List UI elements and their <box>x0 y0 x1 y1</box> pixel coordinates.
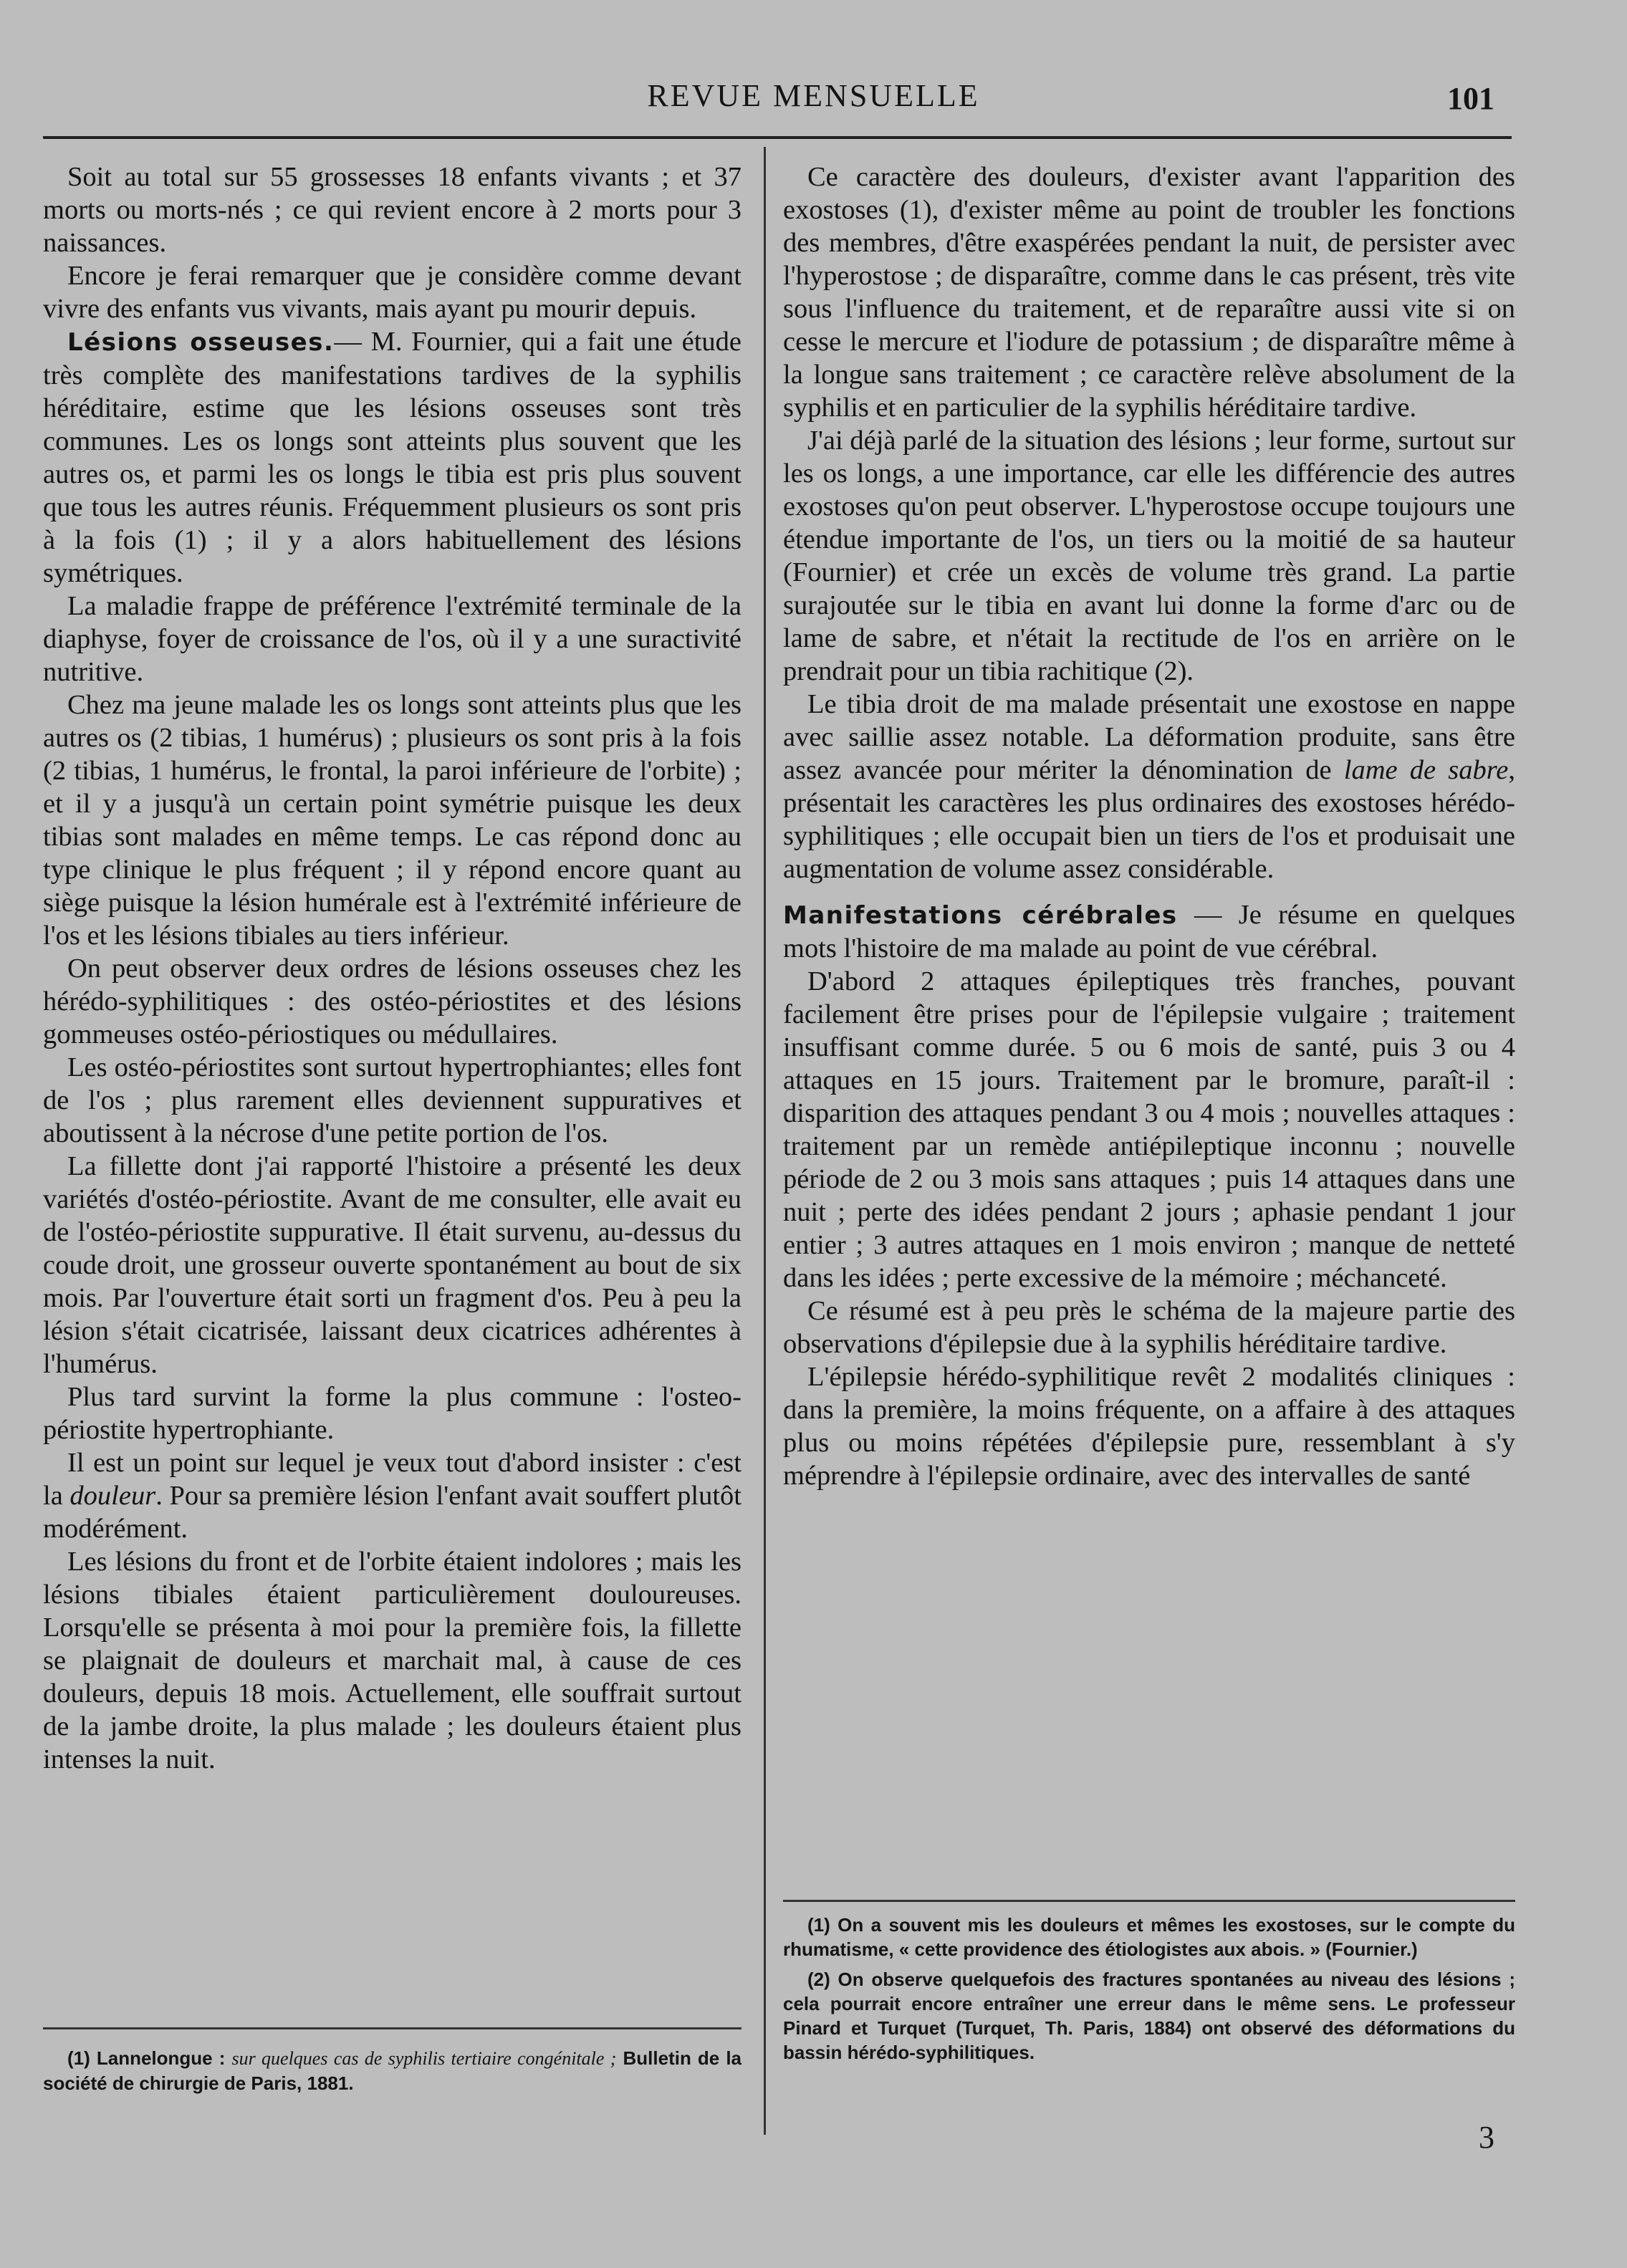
footnote-text: (1) Lannelongue : <box>67 2047 232 2069</box>
paragraph: Encore je ferai remarquer que je considère comme devant vivre des enfants vus vivants, mais ayant pu mourir depuis. <box>43 261 741 324</box>
section-paragraph-cerebral <box>783 898 1515 965</box>
footnote-text: Bulletin de la société de chirurgie de Paris, 1881. <box>43 2047 742 2094</box>
emphasis-douleur: douleur <box>69 1481 156 1511</box>
paragraph: Les ostéo-périostites sont surtout hypertrophiantes; elles font de l'os ; plus rarement elles deviennent suppuratives et aboutissent à la nécrose d'une petite portion de l'os. <box>43 1052 741 1148</box>
section-text: — M. Fournier, qui a fait une étude très complète des manifestations tardives de la syphilis héréditaire, estime que les lésions osseuses sont très communes. Les os longs sont atteints plus souvent que les autres os, et parmi les os longs le tibia est pris plus souvent que tous les autres réunis. Fréquemment plusieurs os sont pris à la fois (1) ; il y a alors habituellement des lésions symétriques. <box>43 327 742 588</box>
paragraph: On peut observer deux ordres de lésions osseuses chez les hérédo-syphilitiques : des ostéo-périostites et des lésions gommeuses ostéo-périostiques ou médullaires. <box>43 953 741 1049</box>
paragraph: Ce résumé est à peu près le schéma de la majeure partie des observations d'épilepsie due à la syphilis héréditaire tardive. <box>783 1296 1515 1359</box>
header-rule <box>43 136 1512 139</box>
running-header-title: REVUE MENSUELLE <box>647 78 980 113</box>
paragraph-douleur <box>43 1446 741 1545</box>
footnotes-right <box>783 1913 1515 2070</box>
section-paragraph-bone-lesions <box>43 325 741 590</box>
footnote-right-2: (2) On observe quelquefois des fractures spontanées au niveau des lésions ; cela pourrait encore entraîner une erreur dans le même sens. Le professeur Pinard et Turquet (Turquet, Th. Paris, 1884) ont observé des déformations du bassin hérédo-syphilitiques. <box>783 1969 1515 2063</box>
left-column <box>43 160 741 1776</box>
signature-mark: 3 <box>1479 2120 1494 2155</box>
section-heading-cerebral: Manifestations cérébrales <box>783 901 1178 930</box>
footnote-italic: sur quelques cas de syphilis tertiaire congénitale ; <box>231 2048 617 2069</box>
text-run: . Pour sa première lésion l'enfant avait souffert plutôt modérément. <box>43 1481 741 1544</box>
paragraph: L'épilepsie hérédo-syphilitique revêt 2 modalités cliniques : dans la première, la moins fréquente, on a affaire à des attaques plus ou moins répétées d'épilepsie pure, ressemblant à s'y méprendre à l'épilepsie ordinaire, avec des intervalles de santé <box>783 1362 1515 1491</box>
column-divider <box>764 147 766 2135</box>
footnote-rule-right <box>783 1900 1515 1902</box>
paragraph: La maladie frappe de préférence l'extrémité terminale de la diaphyse, foyer de croissance de l'os, où il y a une suractivité nutritive. <box>43 591 741 687</box>
section-heading-bone-lesions: Lésions osseuses. <box>67 328 335 357</box>
paragraph: J'ai déjà parlé de la situation des lésions ; leur forme, surtout sur les os longs, a une importance, car elle les différencie des autres exostoses qu'on peut observer. L'hyperostose occupe toujours une étendue importante de l'os, un tiers ou la moitié de sa hauteur (Fournier) et crée un excès de volume très grand. La partie surajoutée sur le tibia en avant lui donne la forme d'arc ou de lame de sabre, et n'était la rectitude de l'os en arrière on le prendrait pour un tibia rachitique (2). <box>783 426 1515 686</box>
paragraph: La fillette dont j'ai rapporté l'histoire a présenté les deux variétés d'ostéo-périostite. Avant de me consulter, elle avait eu de l'ostéo-périostite suppurative. Il était survenu, au-dessus du coude droit, une grosseur ouverte spontanément au bout de six mois. Par l'ouverture était sorti un fragment d'os. Peu à peu la lésion s'était cicatrisée, laissant deux cicatrices adhérentes à l'humérus. <box>43 1151 741 1379</box>
section-text: — Je résume en quelques mots l'histoire de ma malade au point de vue cérébral. <box>783 900 1515 964</box>
footnotes-left <box>43 2046 741 2101</box>
footnote-rule-left <box>43 2027 741 2029</box>
paragraph: Les lésions du front et de l'orbite étaient indolores ; mais les lésions tibiales étaient particulièrement douloureuses. Lorsqu'elle se présenta à moi pour la première fois, la fillette se plaignait de douleurs et marchait mal, à cause de ces douleurs, depuis 18 mois. Actuellement, elle souffrait surtout de la jambe droite, la plus malade ; les douleurs étaient plus intenses la nuit. <box>43 1547 741 1774</box>
text-run: Il est un point sur lequel je veux tout d'abord insister : c'est la <box>43 1448 741 1511</box>
paragraph: D'abord 2 attaques épileptiques très franches, pouvant facilement être prises pour de l'épilepsie vulgaire ; traitement insuffisant comme durée. 5 ou 6 mois de santé, puis 3 ou 4 attaques en 15 jours. Traitement par le bromure, paraît-il : disparition des attaques pendant 3 ou 4 mois ; nouvelles attaques : traitement par un remède antiépileptique inconnu ; nouvelle période de 2 ou 3 mois sans attaques ; puis 14 attaques dans une nuit ; perte des idées pendant 2 jours ; aphasie pendant 1 jour entier ; 3 autres attaques en 1 mois environ ; manque de netteté dans les idées ; perte excessive de la mémoire ; méchanceté. <box>783 966 1515 1293</box>
paragraph-lame-de-sabre <box>783 688 1515 885</box>
text-run: Le tibia droit de ma malade présentait une exostose en nappe avec saillie assez notable. La déformation produite, sans être assez avancée pour mériter la dénomination de <box>783 689 1515 785</box>
paragraph: Chez ma jeune malade les os longs sont atteints plus que les autres os (2 tibias, 1 humérus) ; plusieurs os sont pris à la fois (2 tibias, 1 humérus, le frontal, la paroi inférieure de l'orbite) ; et il y a jusqu'à un certain point symétrie puisque les deux tibias sont malades en même temps. Le cas répond donc au type clinique le plus fréquent ; il y répond encore quant au siège puisque la lésion humérale est à l'extrémité inférieure de l'os et les lésions tibiales au tiers inférieur. <box>43 690 741 951</box>
footnote-right-1: (1) On a souvent mis les douleurs et mêmes les exostoses, sur le compte du rhumatisme, « cette providence des étiologistes aux abois. » (Fournier.) <box>783 1914 1515 1960</box>
text-run: , présentait les caractères les plus ordinaires des exostoses hérédo-syphilitiques ; elle occupait bien un tiers de l'os et produisait une augmentation de volume assez considérable. <box>783 755 1516 884</box>
page-number: 101 <box>1447 81 1494 116</box>
paragraph: Soit au total sur 55 grossesses 18 enfants vivants ; et 37 morts ou morts-nés ; ce qui revient encore à 2 morts pour 3 naissances. <box>43 162 741 258</box>
footnote-left-1 <box>43 2046 741 2095</box>
paragraph: Plus tard survint la forme la plus commune : l'osteo-périostite hypertrophiante. <box>43 1382 741 1445</box>
paragraph: Ce caractère des douleurs, d'exister avant l'apparition des exostoses (1), d'exister même au point de troubler les fonctions des membres, d'être exaspérées pendant la nuit, de persister avec l'hyperostose ; de disparaître, comme dans le cas présent, très vite sous l'influence du traitement, et de reparaître aussi vite si on cesse le mercure et l'iodure de potassium ; de disparaître même à la longue sans traitement ; ce caractère relève absolument de la syphilis et en particulier de la syphilis héréditaire tardive. <box>783 162 1515 423</box>
emphasis-lame-de-sabre: lame de sabre <box>1343 755 1509 785</box>
right-column <box>783 160 1515 1492</box>
